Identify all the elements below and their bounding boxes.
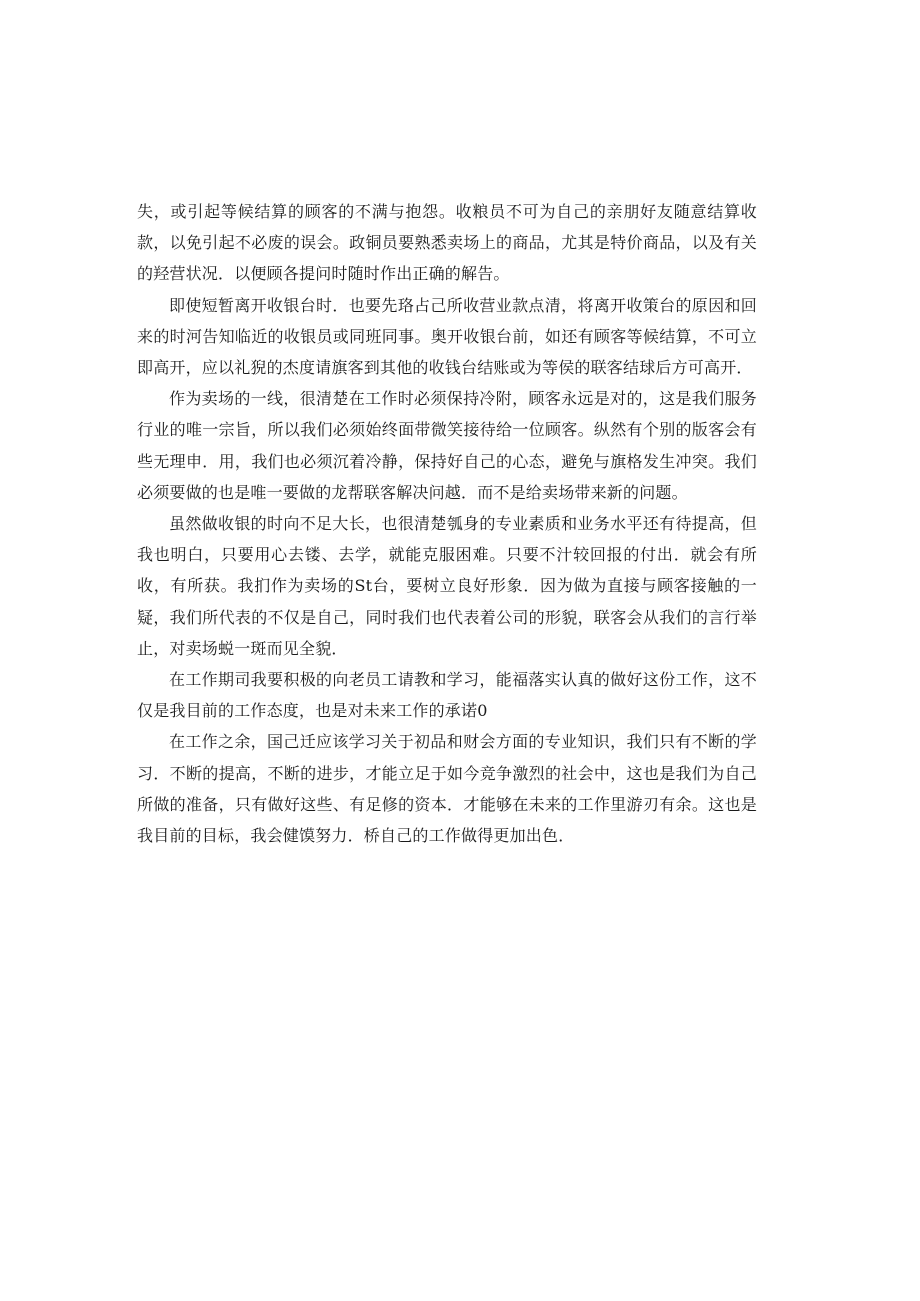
paragraph-3: 作为卖场的一线，很清楚在工作时必须保持冷附，顾客永远是对的，这是我们服务行业的唯一宗旨，所以我们必须始终面带微笑接待给一位顾客。纵然有个别的版客会有些无理申．用，我们也必须沉着冷静，保持好自己的心态，避免与旗格发生冲突。我们必须要做的也是唯一要做的龙帮联客解决问越．而不是给卖场带来新的问题。 [137, 389, 757, 502]
paragraph-5: 在工作期司我要积极的向老员工请教和学习，能福落实认真的做好这份工作，这不仅是我目前的工作态度，也是对未来工作的承诺0 [137, 670, 757, 721]
paragraph-6: 在工作之余，国己迁应该学习关于初品和财会方面的专业知识，我们只有不断的学习．不断的提高，不断的进步，才能立足于如今竞争激烈的社会中，这也是我们为自己所做的准备，只有做好这些、有足修的资本．才能够在未来的工作里游刃有余。这也是我目前的目标，我会健馍努力．桥自己的工作做得更加出色． [137, 732, 757, 846]
paragraph-2: 即使短暂离开收银台时．也要先珞占己所收营业款点清，将离开收策台的原因和回来的时河告知临近的收银员或同班同事。奥开收银台前，如还有顾客等候结算，不可立即高开，应以礼猊的杰度请旗客到其他的收钱台结账或为等侯的联客结球后方可高开． [137, 295, 757, 378]
paragraph-4: 虽然做收银的时向不足大长，也很清楚瓠身的专业素质和业务水平还有待提高，但我也明白，只要用心去镂、去学，就能克服困难。只要不汁较回报的付出．就会有所收，有所获。我扪作为卖场的St台，要树立良好形象．因为做为直接与顾客接触的一疑，我们所代表的不仅是自己，同时我们也代表着公司的形貌，联客会从我们的言行举止，对卖场蜕一斑而见全貌． [137, 514, 757, 658]
paragraph-1: 失，或引起等候结算的顾客的不满与抱怨。收粮员不可为自己的亲朋好友随意结算收款，以免引起不必废的误会。政铜员要熟悉卖场上的商品，尤其是特价商品，以及有关的羟营状况．以便顾各提问时随时作出正确的解告。 [137, 202, 757, 284]
document-body [137, 196, 757, 851]
